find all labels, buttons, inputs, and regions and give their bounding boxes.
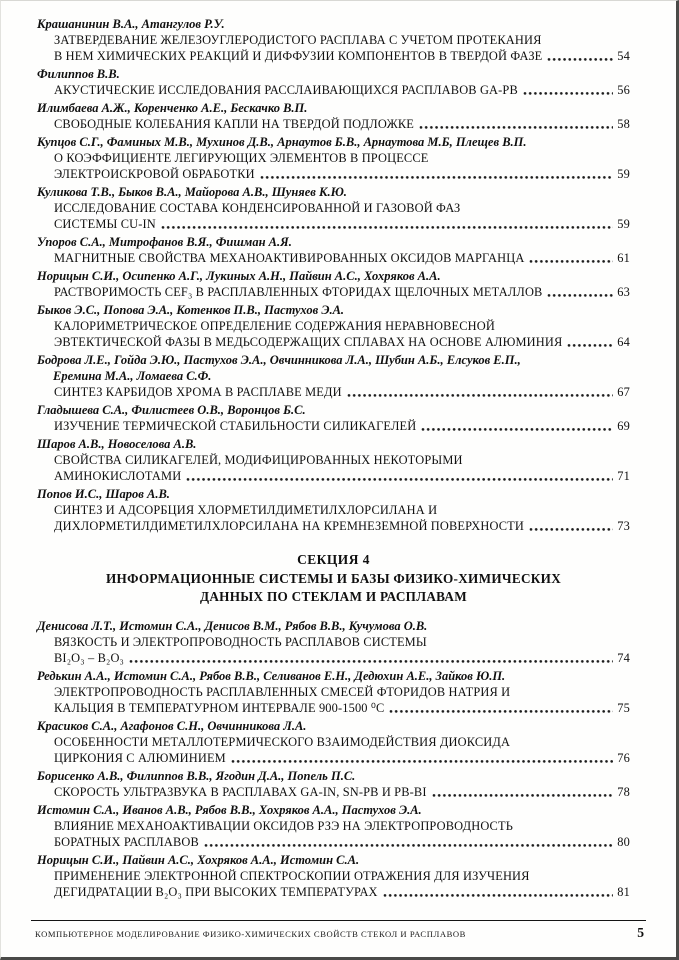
entry-title-line: ДИХЛОРМЕТИЛДИМЕТИЛХЛОРСИЛАНА НА КРЕМНЕЗЕМНОЙ ПОВЕРХНОСТИ xyxy=(54,519,524,533)
entry-authors: Борисенко А.В., Филиппов В.В., Ягодин Д.А., Попель П.С. xyxy=(37,769,356,783)
entry-title-line: РАСТВОРИМОСТЬ CEF₃ В РАСПЛАВЛЕННЫХ ФТОРИДАХ ЩЕЛОЧНЫХ МЕТАЛЛОВ xyxy=(54,285,543,299)
entry-title-line: БОРАТНЫХ РАСПЛАВОВ xyxy=(54,835,199,849)
entry-title-last-line xyxy=(37,834,630,850)
entry-title-line: ОСОБЕННОСТИ МЕТАЛЛОТЕРМИЧЕСКОГО ВЗАИМОДЕЙСТВИЯ ДИОКСИДА xyxy=(54,735,511,749)
entry-title-line: BI₂O₃ – B₂O₃ xyxy=(54,651,125,665)
entry-authors: Еремина М.А., Ломаева С.Ф. xyxy=(53,369,212,383)
entry-title-line: СКОРОСТЬ УЛЬТРАЗВУКА В РАСПЛАВАХ GA-IN, SN-PB И PB-BI xyxy=(54,785,427,799)
entry-title-last-line xyxy=(37,334,630,350)
entry-title-line: СВОБОДНЫЕ КОЛЕБАНИЯ КАПЛИ НА ТВЕРДОЙ ПОДЛОЖКЕ xyxy=(54,117,414,131)
dot-leader xyxy=(419,125,613,130)
dot-leader xyxy=(389,709,613,714)
entry-title-line: КАЛОРИМЕТРИЧЕСКОЕ ОПРЕДЕЛЕНИЕ СОДЕРЖАНИЯ НЕРАВНОВЕСНОЙ xyxy=(54,319,495,333)
dot-leader xyxy=(231,759,613,764)
section-title: СЕКЦИЯ 4 xyxy=(297,552,370,567)
entry-page-number: 71 xyxy=(617,469,630,483)
entry-title-line: ИССЛЕДОВАНИЕ СОСТАВА КОНДЕНСИРОВАННОЙ И ГАЗОВОЙ ФАЗ xyxy=(54,201,461,215)
entry-title-last-line xyxy=(37,216,630,232)
entry-page-number: 80 xyxy=(617,835,630,849)
entry-title-last-line xyxy=(37,418,630,434)
entry-title-line: АКУСТИЧЕСКИЕ ИССЛЕДОВАНИЯ РАССЛАИВАЮЩИХСЯ РАСПЛАВОВ GA-PB xyxy=(54,83,518,97)
toc-entry xyxy=(37,100,630,132)
entry-title-last-line xyxy=(37,750,630,766)
dot-leader xyxy=(186,477,613,482)
entry-page-number: 58 xyxy=(617,117,630,131)
entry-page-number: 69 xyxy=(617,419,630,433)
section-subtitle-line: ИНФОРМАЦИОННЫЕ СИСТЕМЫ И БАЗЫ ФИЗИКО-ХИМИЧЕСКИХ xyxy=(105,571,562,586)
entry-title-line: СИНТЕЗ КАРБИДОВ ХРОМА В РАСПЛАВЕ МЕДИ xyxy=(54,385,342,399)
entry-title-last-line xyxy=(37,250,630,266)
entry-authors: Гладышева С.А., Филистеев О.В., Воронцов Б.С. xyxy=(37,403,306,417)
entry-title-line: СВОЙСТВА СИЛИКАГЕЛЕЙ, МОДИФИЦИРОВАННЫХ НЕКОТОРЫМИ xyxy=(54,453,463,467)
entry-page-number: 76 xyxy=(617,751,630,765)
entry-page-number: 63 xyxy=(617,285,630,299)
entry-page-number: 81 xyxy=(617,885,630,899)
entry-title-line: ЭВТЕКТИЧЕСКОЙ ФАЗЫ В МЕДЬСОДЕРЖАЩИХ СПЛАВАХ НА ОСНОВЕ АЛЮМИНИЯ xyxy=(54,335,563,349)
toc-entry xyxy=(37,802,630,850)
entry-title-line: АМИНОКИСЛОТАМИ xyxy=(54,469,182,483)
dot-leader xyxy=(529,527,613,532)
entry-title-line: СИСТЕМЫ CU-IN xyxy=(54,217,156,231)
dot-leader xyxy=(547,293,613,298)
entry-title-line: ЭЛЕКТРОПРОВОДНОСТЬ РАСПЛАВЛЕННЫХ СМЕСЕЙ ФТОРИДОВ НАТРИЯ И xyxy=(54,685,511,699)
table-of-contents xyxy=(37,16,630,900)
footer-rule xyxy=(31,920,646,921)
dot-leader xyxy=(567,343,613,348)
entry-title-last-line xyxy=(37,884,630,900)
entry-page-number: 59 xyxy=(617,167,630,181)
toc-entry xyxy=(37,302,630,350)
toc-entry xyxy=(37,352,630,400)
entry-authors: Купцов С.Г., Фаминых М.В., Мухинов Д.В., Арнаутов Б.В., Арнаутова М.Б, Плещев В.П. xyxy=(37,135,527,149)
toc-entry xyxy=(37,768,630,800)
entry-authors: Попов И.С., Шаров А.В. xyxy=(37,487,170,501)
entry-title-last-line xyxy=(37,116,630,132)
toc-entry xyxy=(37,66,630,98)
entry-authors: Крашанинин В.А., Атангулов Р.У. xyxy=(37,17,225,31)
toc-entry xyxy=(37,134,630,182)
entry-title-line: МАГНИТНЫЕ СВОЙСТВА МЕХАНОАКТИВИРОВАННЫХ ОКСИДОВ МАРГАНЦА xyxy=(54,251,525,265)
entry-title-last-line xyxy=(37,784,630,800)
entry-page-number: 74 xyxy=(617,651,630,665)
entry-page-number: 73 xyxy=(617,519,630,533)
entry-title-line: О КОЭФФИЦИЕНТЕ ЛЕГИРУЮЩИХ ЭЛЕМЕНТОВ В ПРОЦЕССЕ xyxy=(54,151,429,165)
toc-entry xyxy=(37,184,630,232)
entry-page-number: 78 xyxy=(617,785,630,799)
entry-title-last-line xyxy=(37,518,630,534)
entry-authors: Норицын С.И., Пайвин А.С., Хохряков А.А., Истомин С.А. xyxy=(37,853,360,867)
dot-leader xyxy=(432,793,614,798)
entry-authors: Денисова Л.Т., Истомин С.А., Денисов В.М., Рябов В.В., Кучумова О.В. xyxy=(37,619,428,633)
running-title: КОМПЬЮТЕРНОЕ МОДЕЛИРОВАНИЕ ФИЗИКО-ХИМИЧЕСКИХ СВОЙСТВ СТЕКОЛ И РАСПЛАВОВ xyxy=(35,929,466,939)
entry-title-line: КАЛЬЦИЯ В ТЕМПЕРАТУРНОМ ИНТЕРВАЛЕ 900-1500 ⁰С xyxy=(54,701,385,715)
entry-page-number: 54 xyxy=(617,49,630,63)
toc-entry xyxy=(37,618,630,666)
entry-title-line: СИНТЕЗ И АДСОРБЦИЯ ХЛОРМЕТИЛДИМЕТИЛХЛОРСИЛАНА И xyxy=(54,503,438,517)
entry-title-line: ЦИРКОНИЯ С АЛЮМИНИЕМ xyxy=(54,751,226,765)
entry-title-last-line xyxy=(37,700,630,716)
entry-title-line: ПРИМЕНЕНИЕ ЭЛЕКТРОННОЙ СПЕКТРОСКОПИИ ОТРАЖЕНИЯ ДЛЯ ИЗУЧЕНИЯ xyxy=(54,869,530,883)
entry-title-line: ЗАТВЕРДЕВАНИЕ ЖЕЛЕЗОУГЛЕРОДИСТОГО РАСПЛАВА С УЧЕТОМ ПРОТЕКАНИЯ xyxy=(54,33,542,47)
entry-authors: Илимбаева А.Ж., Коренченко А.Е., Бескачко В.П. xyxy=(37,101,308,115)
dot-leader xyxy=(347,393,614,398)
dot-leader xyxy=(529,259,613,264)
entry-title-last-line xyxy=(37,166,630,182)
toc-entry xyxy=(37,668,630,716)
entry-page-number: 56 xyxy=(617,83,630,97)
footer-row xyxy=(31,925,646,941)
page-number: 5 xyxy=(637,925,644,940)
dot-leader xyxy=(161,225,613,230)
toc-entry xyxy=(37,486,630,534)
entry-authors: Норицын С.И., Осипенко А.Г., Лукиных А.Н., Пайвин А.С., Хохряков А.А. xyxy=(37,269,441,283)
entry-title-line: ЭЛЕКТРОИСКРОВОЙ ОБРАБОТКИ xyxy=(54,167,255,181)
toc-entry xyxy=(37,718,630,766)
entry-authors: Филиппов В.В. xyxy=(37,67,120,81)
toc-entry xyxy=(37,852,630,900)
entry-page-number: 61 xyxy=(617,251,630,265)
toc-entry xyxy=(37,268,630,300)
toc-entry xyxy=(37,436,630,484)
dot-leader xyxy=(260,175,614,180)
entry-title-last-line xyxy=(37,384,630,400)
entry-authors: Истомин С.А., Иванов А.В., Рябов В.В., Хохряков А.А., Пастухов Э.А. xyxy=(37,803,422,817)
toc-entry xyxy=(37,402,630,434)
dot-leader xyxy=(421,427,613,432)
entry-page-number: 59 xyxy=(617,217,630,231)
dot-leader xyxy=(547,57,613,62)
entry-title-last-line xyxy=(37,48,630,64)
entry-title-line: ВЛИЯНИЕ МЕХАНОАКТИВАЦИИ ОКСИДОВ РЗЭ НА ЭЛЕКТРОПРОВОДНОСТЬ xyxy=(54,819,513,833)
entry-title-line: ДЕГИДРАТАЦИИ B₂O₃ ПРИ ВЫСОКИХ ТЕМПЕРАТУРАХ xyxy=(54,885,378,899)
entry-title-last-line xyxy=(37,284,630,300)
entry-authors: Шаров А.В., Новоселова А.В. xyxy=(37,437,197,451)
entry-title-line: ВЯЗКОСТЬ И ЭЛЕКТРОПРОВОДНОСТЬ РАСПЛАВОВ СИСТЕМЫ xyxy=(54,635,427,649)
entry-title-last-line xyxy=(37,650,630,666)
section-header xyxy=(37,549,630,606)
entry-page-number: 64 xyxy=(617,335,630,349)
dot-leader xyxy=(383,893,614,898)
entry-title-last-line xyxy=(37,82,630,98)
entry-authors: Куликова Т.В., Быков В.А., Майорова А.В., Шуняев К.Ю. xyxy=(37,185,347,199)
dot-leader xyxy=(204,843,613,848)
entry-authors: Бодрова Л.Е., Гойда Э.Ю., Пастухов Э.А., Овчинникова Л.А., Шубин А.Б., Елсуков Е.П., xyxy=(37,353,521,367)
entry-page-number: 67 xyxy=(617,385,630,399)
entry-title-line: В НЕМ ХИМИЧЕСКИХ РЕАКЦИЙ И ДИФФУЗИИ КОМПОНЕНТОВ В ТВЕРДОЙ ФАЗЕ xyxy=(54,49,543,63)
entry-page-number: 75 xyxy=(617,701,630,715)
entry-title-last-line xyxy=(37,468,630,484)
dot-leader xyxy=(129,659,613,664)
entry-authors: Красиков С.А., Агафонов С.Н., Овчинникова Л.А. xyxy=(37,719,307,733)
entry-title-line: ИЗУЧЕНИЕ ТЕРМИЧЕСКОЙ СТАБИЛЬНОСТИ СИЛИКАГЕЛЕЙ xyxy=(54,419,417,433)
page-footer xyxy=(31,920,646,941)
entry-authors: Упоров С.А., Митрофанов В.Я., Фишман А.Я. xyxy=(37,235,292,249)
dot-leader xyxy=(523,91,613,96)
entry-authors: Редькин А.А., Истомин С.А., Рябов В.В., Селиванов Е.Н., Дедюхин А.Е., Зайков Ю.П. xyxy=(37,669,506,683)
section-subtitle-line: ДАННЫХ ПО СТЕКЛАМ И РАСПЛАВАМ xyxy=(199,589,468,604)
toc-entry xyxy=(37,234,630,266)
entry-authors: Быков Э.С., Попова Э.А., Котенков П.В., Пастухов Э.А. xyxy=(37,303,345,317)
toc-entry xyxy=(37,16,630,64)
